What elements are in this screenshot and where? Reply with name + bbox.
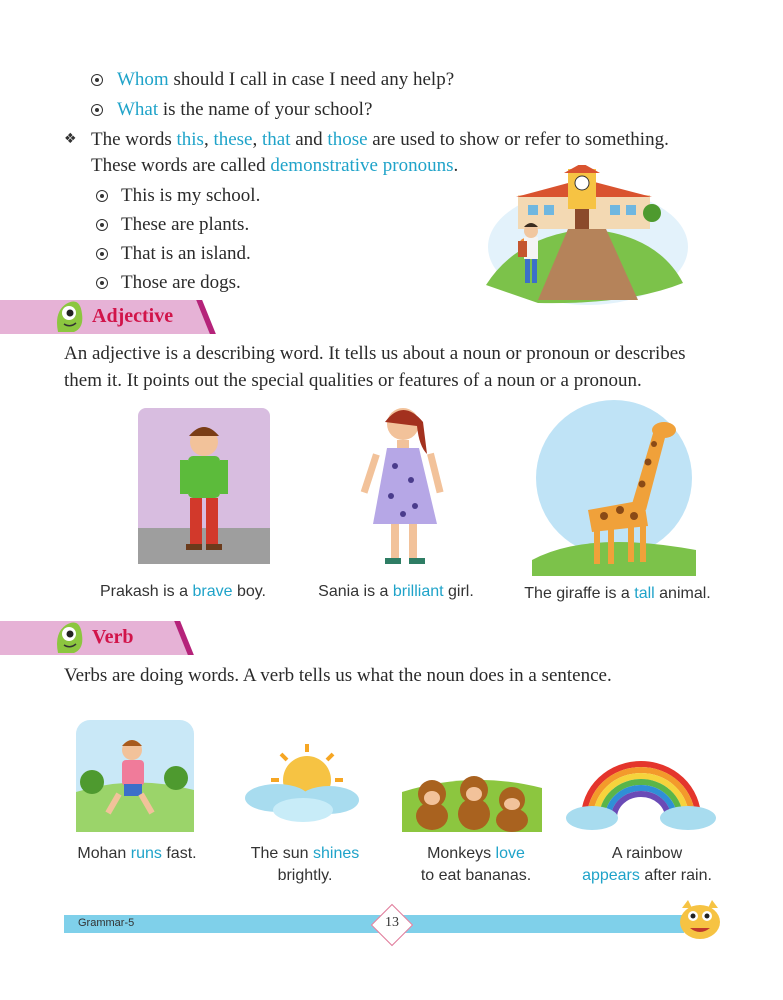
text: animal.: [654, 585, 711, 602]
caption-line: brightly.: [277, 867, 333, 884]
monster-icon: [52, 619, 86, 655]
circle-bullet-icon: [96, 190, 108, 202]
mascot-icon: [676, 898, 724, 940]
text: The sun: [250, 845, 313, 862]
circle-bullet-icon: [96, 248, 108, 260]
highlight-word: brave: [192, 583, 233, 600]
highlight-word: What: [117, 99, 159, 120]
highlight-word: these: [213, 129, 253, 150]
circle-bullet-icon: [91, 104, 103, 116]
footer-book-title: Grammar-5: [78, 917, 135, 929]
text: and: [290, 129, 328, 150]
caption-line: [398, 843, 554, 865]
verb-caption-3: [398, 843, 554, 887]
example-3: That is an island.: [121, 243, 251, 264]
caption-line: to eat bananas.: [420, 867, 532, 884]
monster-icon: [52, 298, 86, 334]
adjective-title: Adjective: [92, 305, 174, 327]
verb-title: Verb: [92, 626, 134, 648]
verb-caption-2: [232, 843, 378, 887]
text: girl.: [443, 583, 474, 600]
circle-bullet-icon: [96, 277, 108, 289]
adjective-caption-2: [306, 581, 486, 603]
text: Mohan: [77, 845, 131, 862]
paragraph-line: An adjective is a describing word. It tells us about a noun or pronoun or describes: [64, 343, 686, 364]
caption-line: [232, 843, 378, 865]
text: Sania is a: [318, 583, 393, 600]
text: boy.: [232, 583, 266, 600]
highlight-word: tall: [634, 585, 655, 602]
text: .: [453, 155, 459, 176]
text: fast.: [161, 845, 197, 862]
question-2: [117, 98, 372, 122]
running-boy-illustration: [76, 720, 194, 832]
school-illustration: [478, 165, 688, 305]
monkeys-illustration: [402, 756, 542, 832]
adjective-caption-1: [88, 581, 278, 603]
rainbow-illustration: [564, 756, 718, 832]
caption-line: [564, 865, 730, 887]
text: Monkeys: [427, 845, 496, 862]
circle-bullet-icon: [96, 219, 108, 231]
verb-caption-1: [62, 843, 212, 865]
verb-caption-4: [564, 843, 730, 887]
text: after rain.: [639, 867, 712, 884]
demonstrative-line-2: [91, 154, 458, 178]
brilliant-girl-illustration: [355, 396, 455, 572]
brave-boy-illustration: [134, 404, 274, 568]
demonstrative-line-1: [91, 128, 669, 152]
caption-line: A rainbow: [611, 845, 683, 862]
paragraph-line: them it. It points out the special qualities or features of a noun or a pronoun.: [64, 370, 642, 391]
highlight-word: love: [495, 845, 525, 862]
shining-sun-illustration: [241, 740, 361, 828]
highlight-word: runs: [130, 845, 162, 862]
text: These words are called: [91, 155, 271, 176]
text: Prakash is a: [99, 583, 193, 600]
tall-giraffe-illustration: [528, 400, 698, 576]
question-1: [117, 68, 454, 92]
highlight-word: that: [261, 129, 291, 150]
text: The giraffe is a: [524, 585, 635, 602]
example-4: Those are dogs.: [121, 272, 241, 293]
diamond-bullet-icon: ❖: [64, 131, 77, 147]
question-text: should I call in case I need any help?: [168, 69, 455, 90]
adjective-caption-3: [510, 583, 725, 605]
circle-bullet-icon: [91, 74, 103, 86]
highlight-word: those: [327, 129, 368, 150]
highlight-word: appears: [582, 867, 640, 884]
highlight-word: shines: [313, 845, 360, 862]
highlight-word: demonstrative pronouns: [270, 155, 454, 176]
highlight-word: this: [176, 129, 204, 150]
text: are used to show or refer to something.: [367, 129, 669, 150]
caption-line: [62, 843, 212, 865]
example-1: This is my school.: [121, 185, 261, 206]
text: ,: [203, 129, 214, 150]
question-text: is the name of your school?: [158, 99, 373, 120]
verb-paragraph: [64, 662, 724, 689]
page-number: 13: [385, 915, 399, 930]
paragraph-line: Verbs are doing words. A verb tells us what the noun does in a sentence.: [64, 665, 612, 686]
highlight-word: brilliant: [392, 583, 444, 600]
highlight-word: Whom: [117, 69, 169, 90]
adjective-paragraph: [64, 340, 724, 394]
example-2: These are plants.: [121, 214, 250, 235]
text: The words: [91, 129, 177, 150]
text: ,: [252, 129, 262, 150]
